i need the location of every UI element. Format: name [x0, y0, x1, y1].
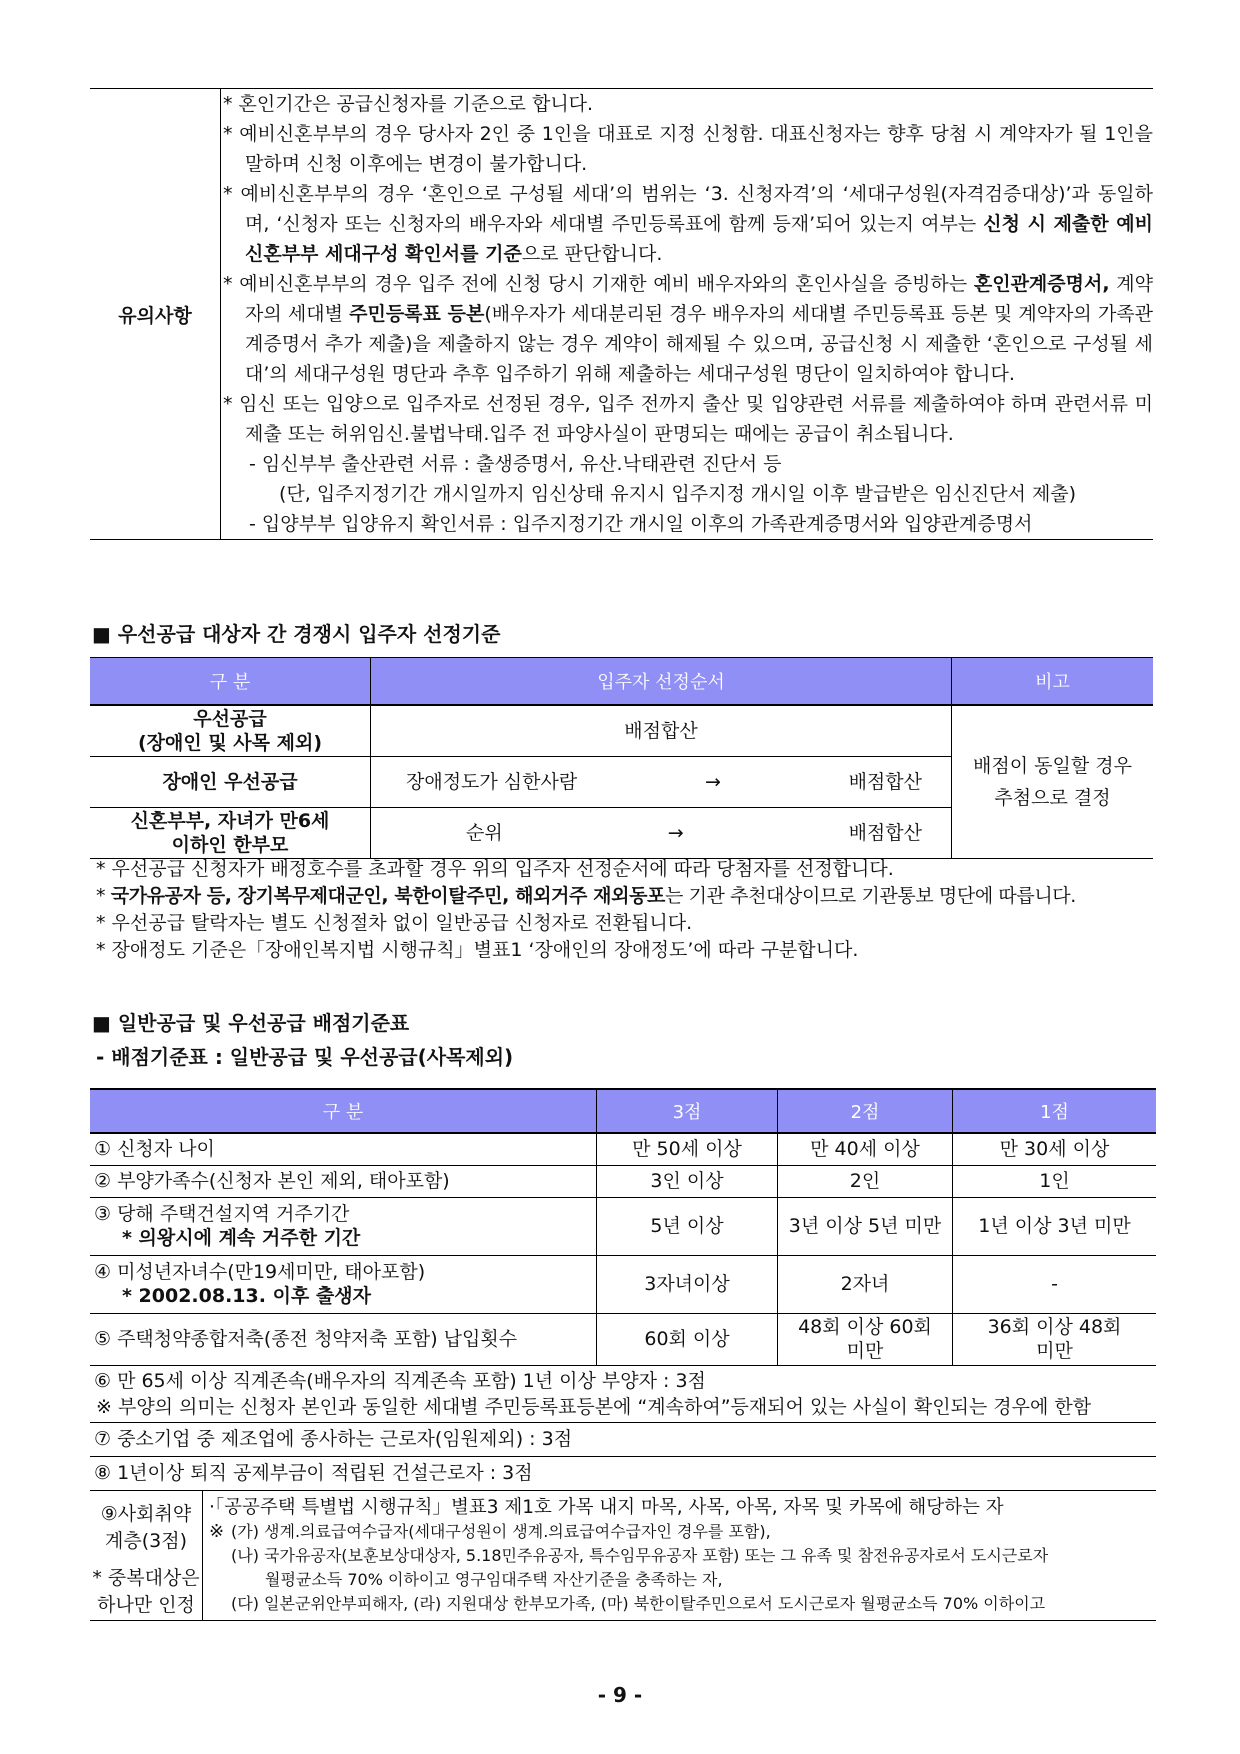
vulnerable-content: ·「공공주택 특별법 시행규칙」별표3 제1호 가목 내지 마목, 사목, 아목, 자목 및 카목에 해당하는 자 ※ (가) 생계.의료급여수급자(세대구성원이 생계.의료급여수급자인 경우를 포함), (나) 국가유공자(보훈보상대상자, 5.18민주유공자, 특수임무유공자 포함) 또는 그 유족 및 참전유공자로서 도시근로자 월평균소득 70% 이하이고 영구임대주택 자산기준을 충족하는 자, (다) 일본군위안부피해자, (라) 지원대상 한부모가족, (마) 북한이탈주민으로서 도시근로자 월평균소득 70% 이하이고: [209, 1496, 1049, 1613]
row-category: 장애인 우선공급: [90, 757, 371, 808]
score-1: 1년 이상 3년 미만: [953, 1197, 1157, 1255]
notice-sub-item: (단, 입주지정기간 개시일까지 임신상태 유지시 입주지정 개시일 이후 발급받은 임신진단서 제출): [279, 483, 1077, 505]
section2-title: ■ 우선공급 대상자 간 경쟁시 입주자 선정기준: [92, 622, 501, 646]
section3-subtitle: - 배점기준표 : 일반공급 및 우선공급(사목제외): [96, 1045, 514, 1069]
criteria-sme-worker: ⑦ 중소기업 중 제조업에 종사하는 근로자(임원제외) : 3점: [90, 1422, 1156, 1456]
note: * 국가유공자 등, 장기복무제대군인, 북한이탈주민, 해외거주 재외동포는 기관 추천대상이므로 기관통보 명단에 따릅니다.: [96, 885, 1076, 907]
arrow-icon: →: [704, 771, 721, 793]
score-2: 3년 이상 5년 미만: [778, 1197, 953, 1255]
row-category: 신혼부부, 자녀가 만6세 이하인 한부모: [90, 808, 371, 859]
row-order: 장애정도가 심한사람 → 배점합산: [371, 757, 952, 808]
score-3: 60회 이상: [597, 1313, 778, 1365]
notice-item: * 예비신혼부부의 경우 ‘혼인으로 구성될 세대’의 범위는 ‘3. 신청자격’의 ‘세대구성원(자격검증대상)’과 동일하며, ‘신청자 또는 신청자의 배우자와 세대별 주민등록표에 함께 등재’되어 있는지 여부는 신청 시 제출한 예비신혼부부 세대구성 확인서를 기준으로 판단합니다.: [223, 183, 1153, 265]
row-order: 배점합산: [371, 705, 952, 757]
score-2: 2인: [778, 1165, 953, 1197]
notice-content: [221, 89, 1154, 540]
priority-selection-table: [90, 657, 1153, 859]
score-criteria-table: [90, 1088, 1156, 1621]
note: * 우선공급 신청자가 배정호수를 초과할 경우 위의 입주자 선정순서에 따라 당첨자를 선정합니다.: [96, 858, 894, 880]
score-2: 2자녀: [778, 1255, 953, 1313]
arrow-icon: →: [667, 822, 684, 844]
vulnerable-label: ⑨사회취약 계층(3점) * 중복대상은 하나만 인정: [90, 1491, 203, 1620]
section2-notes: [96, 856, 1076, 964]
remark-cell: 배점이 동일할 경우 추첨으로 결정: [952, 705, 1154, 859]
score-2: 만 40세 이상: [778, 1133, 953, 1165]
score-1: -: [953, 1255, 1157, 1313]
header-1pt: 1점: [953, 1089, 1157, 1133]
notice-item: * 혼인기간은 공급신청자를 기준으로 합니다.: [223, 93, 594, 115]
notice-sub-item: - 임신부부 출산관련 서류 : 출생증명서, 유산.낙태관련 진단서 등: [249, 453, 782, 475]
section3-title: ■ 일반공급 및 우선공급 배점기준표: [92, 1011, 410, 1035]
row-category: 우선공급 (장애인 및 사목 제외): [90, 705, 371, 757]
criteria-name: ④ 미성년자녀수(만19세미만, 태아포함) * 2002.08.13. 이후 출생자: [90, 1255, 597, 1313]
notice-label: 유의사항: [90, 89, 221, 540]
row-order: 순위 → 배점합산: [371, 808, 952, 859]
notice-sub-item: - 입양부부 입양유지 확인서류 : 입주지정기간 개시일 이후의 가족관계증명서와 입양관계증명서: [249, 513, 1033, 535]
score-3: 3인 이상: [597, 1165, 778, 1197]
notice-item: * 예비신혼부부의 경우 당사자 2인 중 1인을 대표로 지정 신청함. 대표신청자는 향후 당첨 시 계약자가 될 1인을 말하며 신청 이후에는 변경이 불가합니다.: [223, 123, 1153, 175]
criteria-construction-worker: ⑧ 1년이상 퇴직 공제부금이 적립된 건설근로자 : 3점: [90, 1456, 1156, 1490]
criteria-vulnerable: [90, 1490, 1156, 1620]
header-2pt: 2점: [778, 1089, 953, 1133]
notice-table: [90, 88, 1153, 540]
score-1: 36회 이상 48회 미만: [953, 1313, 1157, 1365]
criteria-dependents-elderly: ⑥ 만 65세 이상 직계존속(배우자의 직계존속 포함) 1년 이상 부양자 : 3점 ※ 부양의 의미는 신청자 본인과 동일한 세대별 주민등록표등본에 “계속하여”등재되어 있는 사실이 확인되는 경우에 한함: [90, 1365, 1156, 1422]
notice-item: * 예비신혼부부의 경우 입주 전에 신청 당시 기재한 예비 배우자와의 혼인사실을 증빙하는 혼인관계증명서, 계약자의 세대별 주민등록표 등본(배우자가 세대분리된 경우 배우자의 세대별 주민등록표 등본 및 계약자의 가족관계증명서 추가 제출)을 제출하지 않는 경우 계약이 해제될 수 있으며, 공급신청 시 제출한 ‘혼인으로 구성될 세대’의 세대구성원 명단과 추후 입주하기 위해 제출하는 세대구성원 명단이 일치하여야 합니다.: [223, 273, 1154, 385]
header-category: 구 분: [90, 658, 371, 706]
score-3: 만 50세 이상: [597, 1133, 778, 1165]
score-3: 5년 이상: [597, 1197, 778, 1255]
header-remark: 비고: [952, 658, 1154, 706]
criteria-name: ⑤ 주택청약종합저축(종전 청약저축 포함) 납입횟수: [90, 1313, 597, 1365]
note: * 장애정도 기준은「장애인복지법 시행규칙」별표1 ‘장애인의 장애정도’에 따라 구분합니다.: [96, 939, 859, 961]
header-3pt: 3점: [597, 1089, 778, 1133]
page-number: - 9 -: [597, 1683, 643, 1707]
score-2: 48회 이상 60회 미만: [778, 1313, 953, 1365]
criteria-name: ③ 당해 주택건설지역 거주기간 * 의왕시에 계속 거주한 기간: [90, 1197, 597, 1255]
score-1: 만 30세 이상: [953, 1133, 1157, 1165]
header-order: 입주자 선정순서: [371, 658, 952, 706]
note: * 우선공급 탈락자는 별도 신청절차 없이 일반공급 신청자로 전환됩니다.: [96, 912, 693, 934]
score-1: 1인: [953, 1165, 1157, 1197]
score-3: 3자녀이상: [597, 1255, 778, 1313]
criteria-name: ② 부양가족수(신청자 본인 제외, 태아포함): [90, 1165, 597, 1197]
notice-item: * 임신 또는 입양으로 입주자로 선정된 경우, 입주 전까지 출산 및 입양관련 서류를 제출하여야 하며 관련서류 미제출 또는 허위임신.불법낙태.입주 전 파양사실이 판명되는 때에는 공급이 취소됩니다.: [223, 393, 1153, 445]
header-category: 구 분: [90, 1089, 597, 1133]
criteria-name: ① 신청자 나이: [90, 1133, 597, 1165]
